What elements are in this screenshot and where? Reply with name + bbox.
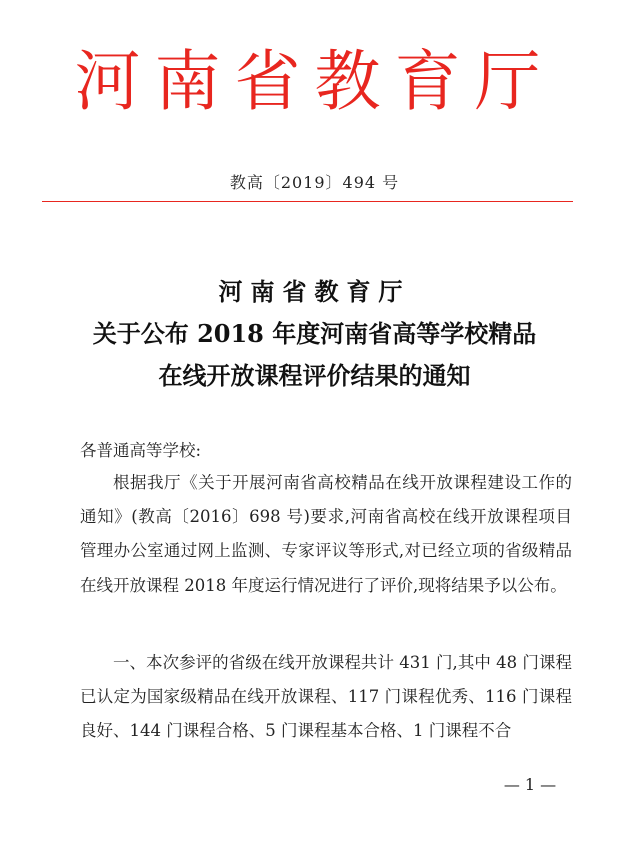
title-line-subject-continued: 在线开放课程评价结果的通知 xyxy=(158,361,471,390)
salutation: 各普通高等学校: xyxy=(80,441,202,460)
red-divider-line xyxy=(42,201,573,202)
paragraph-2-text: 一、本次参评的省级在线开放课程共计 431 门,其中 48 门课程已认定为国家级精品在线开放课程、117 门课程优秀、116 门课程良好、144 门课程合格、5 门课程基本合格、1 门课程不合 xyxy=(80,653,572,741)
title-line-subject: 关于公布 2018 年度河南省高等学校精品 xyxy=(92,319,537,348)
page-number: — 1 — xyxy=(503,775,557,794)
issuer-masthead: 河南省教育厅 xyxy=(74,43,555,120)
title-line-issuer: 河南省教育厅 xyxy=(218,277,411,306)
paragraph-1-text: 根据我厅《关于开展河南省高校精品在线开放课程建设工作的通知》(教高〔2016〕698 号)要求,河南省高校在线开放课程项目管理办公室通过网上监测、专家评议等形式,对已经立项的省级精品在线开放课程 2018 年度运行情况进行了评价,现将结果予以公布。 xyxy=(80,473,572,595)
document-number: 教高〔2019〕494 号 xyxy=(229,173,400,192)
body-paragraph-2 xyxy=(80,646,572,749)
body-paragraph-1 xyxy=(80,466,572,603)
